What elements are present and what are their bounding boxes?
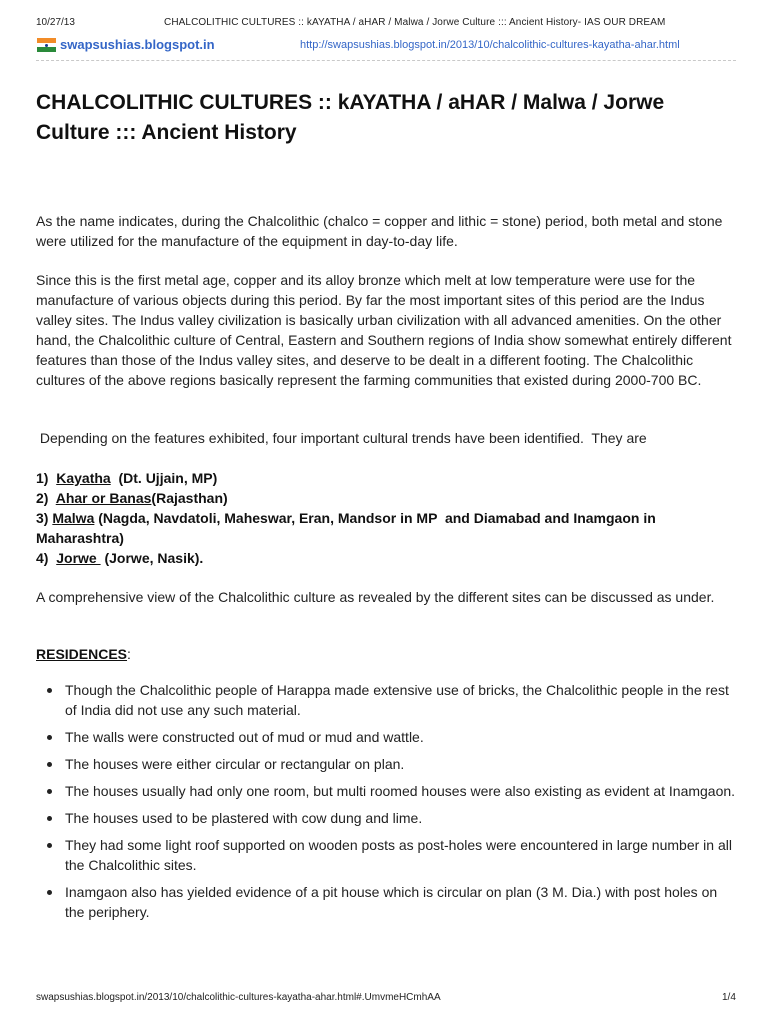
- cultural-trends-list: [36, 468, 736, 568]
- blog-name-link[interactable]: swapsushias.blogspot.in: [60, 37, 215, 52]
- residences-heading-text: RESIDENCES: [36, 646, 128, 662]
- paragraph-comprehensive-view: A comprehensive view of the Chalcolithic culture as revealed by the different sites can be discussed as under.: [36, 589, 715, 605]
- paragraph-metal-age: Since this is the first metal age, copper and its alloy bronze which melt at low temperature were use for the manufacture of various objects during this period. By far the most important sites of this period are the Indus valley sites. The Indus valley civilization is basically urban civilization with all advanced amenities. On the other hand, the Chalcolithic culture of Central, Eastern and Southern regions of India show somewhat entirely different features than those of the Indus valley sites, and deserve to be dealt in a different footing. The Chalcolithic cultures of the above regions basically represent the farming communities that existed during 2000-700 BC.: [36, 272, 732, 388]
- trend-number: 4): [36, 550, 57, 566]
- print-page-number: 1/4: [722, 992, 736, 1003]
- list-item: The houses used to be plastered with cow dung and lime.: [36, 808, 736, 828]
- trend-item: [36, 488, 736, 508]
- print-date: 10/27/13: [36, 17, 75, 28]
- list-item: Though the Chalcolithic people of Harappa made extensive use of bricks, the Chalcolithic people in the rest of India did not use any such material.: [36, 680, 736, 720]
- flag-band-green: [37, 47, 56, 52]
- trend-name-link[interactable]: Kayatha: [56, 470, 111, 486]
- article-title: CHALCOLITHIC CULTURES :: kAYATHA / aHAR / Malwa / Jorwe Culture ::: Ancient History: [36, 91, 665, 144]
- trend-number: 3): [36, 510, 53, 526]
- print-footer-url: swapsushias.blogspot.in/2013/10/chalcolithic-cultures-kayatha-ahar.html#.UmvmeHCmhAA: [36, 992, 441, 1003]
- trend-detail: (Rajasthan): [151, 490, 228, 506]
- trend-item: [36, 468, 736, 488]
- header-divider: [36, 60, 736, 61]
- trend-item: [36, 548, 736, 568]
- list-item: The houses usually had only one room, but multi roomed houses were also existing as evident at Inamgaon.: [36, 781, 736, 801]
- india-flag-icon: [37, 38, 56, 52]
- trend-number: 1): [36, 470, 57, 486]
- trend-name-link[interactable]: Jorwe: [56, 550, 101, 566]
- list-item: Inamgaon also has yielded evidence of a pit house which is circular on plan (3 M. Dia.) with post holes on the periphery.: [36, 882, 736, 922]
- trend-detail: (Nagda, Navdatoli, Maheswar, Eran, Mandsor in MP and Diamabad and Inamgaon in Maharashtra): [36, 510, 660, 546]
- flag-chakra: [45, 44, 48, 47]
- trend-detail: (Dt. Ujjain, MP): [110, 470, 218, 486]
- residences-heading-colon: :: [127, 646, 131, 662]
- trend-item: [36, 508, 736, 548]
- list-item: The walls were constructed out of mud or mud and wattle.: [36, 727, 736, 747]
- trend-number: 2): [36, 490, 56, 506]
- trend-name-link[interactable]: Malwa: [52, 510, 95, 526]
- blog-url-link[interactable]: http://swapsushias.blogspot.in/2013/10/chalcolithic-cultures-kayatha-ahar.html: [300, 39, 680, 51]
- print-page-title: CHALCOLITHIC CULTURES :: kAYATHA / aHAR / Malwa / Jorwe Culture ::: Ancient History- IAS OUR DREAM: [164, 17, 666, 28]
- trend-detail: (Jorwe, Nasik).: [100, 550, 204, 566]
- list-item: The houses were either circular or rectangular on plan.: [36, 754, 736, 774]
- paragraph-intro: As the name indicates, during the Chalcolithic (chalco = copper and lithic = stone) period, both metal and stone were utilized for the manufacture of the equipment in day-to-day life.: [36, 213, 723, 249]
- trend-name-link[interactable]: Ahar or Banas: [55, 490, 152, 506]
- list-item: They had some light roof supported on wooden posts as post-holes were encountered in large number in all the Chalcolithic sites.: [36, 835, 736, 875]
- paragraph-trends-intro: Depending on the features exhibited, four important cultural trends have been identified. They are: [36, 430, 647, 446]
- residences-bullet-list: [36, 680, 736, 929]
- flag-band-white: [37, 43, 56, 48]
- residences-heading: [36, 646, 131, 662]
